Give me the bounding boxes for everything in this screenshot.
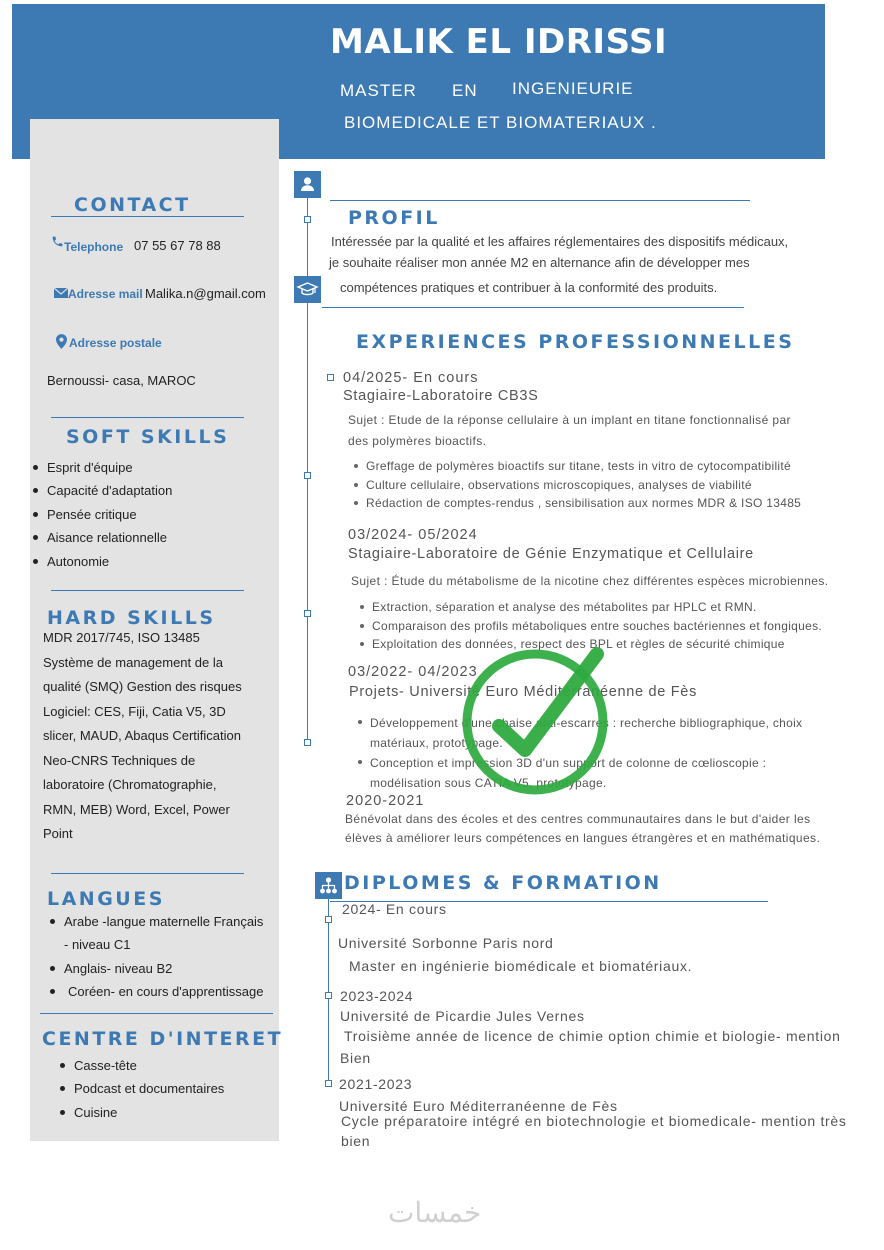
list-item: Capacité d'adaptation [47, 479, 172, 502]
list-item: Aisance relationnelle [47, 526, 172, 549]
diplome-school: Université Sorbonne Paris nord [338, 935, 554, 951]
diplome-detail: Troisième année de licence de chimie option chimie et biologie- mention [344, 1028, 841, 1044]
langues-list [64, 910, 263, 1004]
diplome-detail: Cycle préparatoire intégré en biotechnologie et biomedicale- mention très [341, 1113, 847, 1129]
hard-skill-line: Neo-CNRS Techniques de [43, 752, 196, 768]
phone-label: Telephone [64, 240, 124, 254]
candidate-name: MALIK EL IDRISSI [330, 22, 668, 62]
timeline-node [325, 1080, 332, 1087]
graduation-cap-icon [294, 276, 321, 303]
address-value: Bernoussi- casa, MAROC [47, 373, 196, 388]
timeline-node [304, 472, 311, 479]
profil-top-rule [330, 200, 750, 201]
diplome-school: Université de Picardie Jules Vernes [340, 1008, 585, 1024]
title-line-2: BIOMEDICALE ET BIOMATERIAUX . [344, 113, 657, 132]
hard-skill-line: MDR 2017/745, ISO 13485 [43, 630, 200, 645]
experience-description: Bénévolat dans des écoles et des centres communautaires dans le but d'aider les [345, 812, 811, 826]
experience-node [327, 374, 334, 381]
address-label: Adresse postale [69, 336, 162, 350]
experience-date: 03/2022- 04/2023 [348, 664, 478, 680]
profil-bottom-rule [322, 307, 744, 308]
list-item: Exploitation des données, respect des BPL et règles de sécurité chimique [372, 635, 822, 654]
list-item-text: - niveau C1 [64, 937, 131, 953]
experience-role: Projets- Université Euro Méditerranéenne de Fès [349, 684, 698, 700]
diplome-school: Université Euro Méditerranéenne de Fès [339, 1098, 618, 1114]
hard-skill-line: Système de management de la [43, 654, 223, 670]
soft-skills-rule [51, 417, 244, 418]
hard-skills-text [43, 626, 242, 847]
person-icon [294, 171, 321, 198]
list-item-continuation: matériaux, prototypage. [370, 736, 503, 750]
hard-skill-line: slicer, MAUD, Abaqus Certification [43, 728, 241, 743]
hard-skill-line: qualité (SMQ) Gestion des risques [43, 679, 242, 694]
timeline-node [304, 739, 311, 746]
list-item: Conception et impression 3D d'un support de colonne de cœlioscopie : [370, 753, 802, 773]
list-item-continuation [64, 933, 263, 956]
list-item: Podcast et documentaires [74, 1077, 224, 1100]
diplome-detail: Bien [340, 1050, 371, 1066]
list-item: Comparaison des profils métaboliques entre souches bactériennes et fongiques. [372, 617, 822, 636]
list-item: Rédaction de comptes-rendus , sensibilisation aux normes MDR & ISO 13485 [366, 494, 801, 513]
list-item: Développement d'une chaise anti-escarres : recherche bibliographique, choix [370, 713, 802, 733]
timeline-node [325, 992, 332, 999]
list-item: Greffage de polymères bioactifs sur titane, tests in vitro de cytocompatibilité [366, 457, 801, 476]
list-item-continuation: modélisation sous CATIA V5, prototypage. [370, 776, 607, 790]
list-item: Autonomie [47, 550, 172, 573]
title-word-ingenieurie: INGENIEURIE [512, 79, 634, 98]
experience-subject: des polymères bioactifs. [348, 434, 487, 448]
langues-heading: LANGUES [47, 888, 165, 910]
hard-skill-line: Logiciel: CES, Fiji, Catia V5, 3D [43, 703, 226, 719]
list-item: Culture cellulaire, observations microscopiques, analyses de viabilité [366, 476, 801, 495]
phone-value[interactable]: 07 55 67 78 88 [134, 238, 221, 253]
profil-line: compétences pratiques et contribuer à la conformité des produits. [340, 280, 718, 295]
experience-subject: Sujet : Étude du métabolisme de la nicotine chez différentes espèces microbiennes. [351, 574, 829, 588]
hard-skill-line: Point [43, 826, 73, 841]
contact-heading: CONTACT [74, 194, 191, 216]
profil-line: je souhaite réaliser mon année M2 en alternance afin de développer mes [329, 255, 750, 270]
check-badge-icon [455, 640, 615, 800]
diplome-date: 2021-2023 [339, 1076, 413, 1092]
interets-heading: CENTRE D'INTERET [42, 1028, 284, 1050]
experiences-heading: EXPERIENCES PROFESSIONNELLES [356, 331, 795, 353]
interets-rule [40, 1013, 273, 1014]
title-word-en: EN [452, 81, 478, 100]
list-item: Pensée critique [47, 503, 172, 526]
watermark-logo: خمسات [388, 1197, 482, 1228]
list-item: Arabe -langue maternelle Français [64, 910, 263, 933]
interets-list [74, 1054, 224, 1124]
list-item: Cuisine [74, 1101, 224, 1124]
experience-subject: Sujet : Etude de la réponse cellulaire à un implant en titane fonctionnalisé par [348, 413, 791, 427]
experience-description: élèves à améliorer leurs compétences en langues étrangères et en mathématiques. [345, 831, 821, 845]
hard-skills-heading: HARD SKILLS [47, 607, 216, 629]
hard-skill-line: RMN, MEB) Word, Excel, Power [43, 801, 230, 817]
experience-date: 2020-2021 [346, 793, 425, 809]
soft-skills-list [47, 456, 172, 573]
timeline-node [325, 916, 332, 923]
mail-icon [54, 288, 68, 298]
experience-date: 03/2024- 05/2024 [348, 527, 478, 543]
soft-skills-heading: SOFT SKILLS [66, 426, 230, 448]
diplomes-heading: DIPLOMES & FORMATION [344, 872, 662, 894]
experience-date: 04/2025- En cours [343, 370, 479, 386]
timeline-node [304, 216, 311, 223]
diplomes-icon-box [315, 872, 342, 899]
hard-skill-line: laboratoire (Chromatographie, [43, 777, 217, 792]
list-item: Casse-tête [74, 1054, 224, 1077]
contact-rule [51, 216, 244, 217]
list-item: Esprit d'équipe [47, 456, 172, 479]
experience-bullets [366, 457, 801, 513]
mail-label: Adresse mail [68, 287, 143, 301]
network-icon [315, 872, 342, 899]
phone-icon [51, 235, 64, 248]
education-icon-box [294, 276, 321, 303]
timeline-node [304, 610, 311, 617]
experience-role: Stagiaire-Laboratoire de Génie Enzymatique et Cellulaire [348, 546, 754, 562]
profil-line: Intéressée par la qualité et les affaires réglementaires des dispositifs médicaux, [331, 234, 789, 249]
langues-rule [51, 873, 244, 874]
list-item: Coréen- en cours d'apprentissage [64, 980, 263, 1003]
hard-skills-rule [51, 590, 244, 591]
profile-icon-box [294, 171, 321, 198]
title-word-master: MASTER [340, 81, 417, 100]
diplome-detail: Master en ingénierie biomédicale et biomatériaux. [349, 958, 693, 974]
diplome-date: 2024- En cours [342, 901, 447, 917]
list-item: Extraction, séparation et analyse des métabolites par HPLC et RMN. [372, 598, 822, 617]
experience-role: Stagiaire-Laboratoire CB3S [343, 388, 539, 404]
location-pin-icon [56, 334, 67, 349]
mail-value[interactable]: Malika.n@gmail.com [145, 286, 266, 301]
list-item: Anglais- niveau B2 [64, 957, 263, 980]
diplome-date: 2023-2024 [340, 988, 414, 1004]
diplome-detail: bien [341, 1133, 371, 1149]
profil-heading: PROFIL [348, 207, 440, 229]
